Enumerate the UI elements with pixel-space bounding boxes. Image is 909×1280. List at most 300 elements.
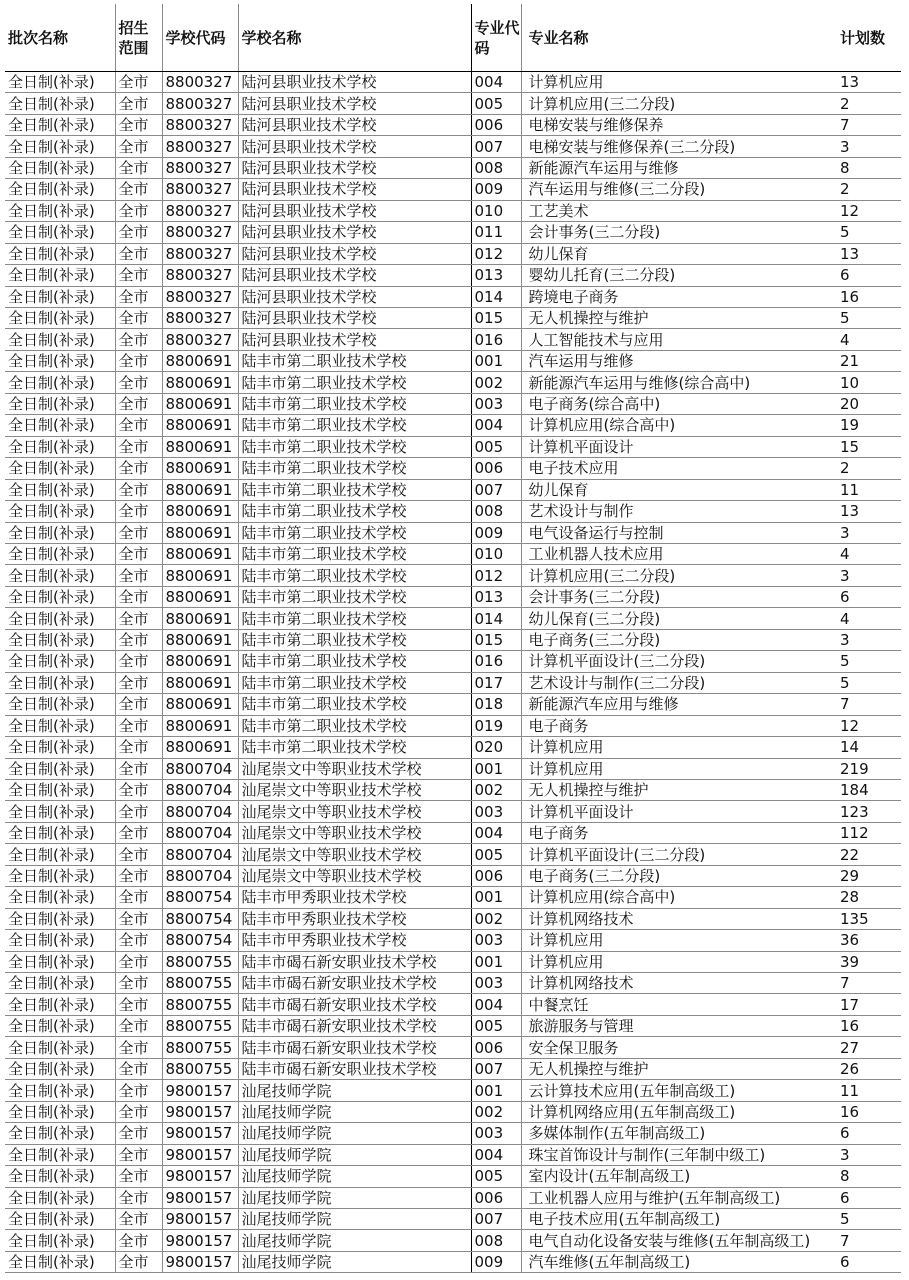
- cell-school-name: 陆丰市第二职业技术学校: [238, 672, 471, 693]
- cell-school-name: 陆丰市第二职业技术学校: [238, 629, 471, 650]
- table-row: [5, 200, 901, 221]
- cell-school-code: 9800157: [162, 1166, 238, 1187]
- cell-major-name: 会计事务(三二分段): [521, 222, 833, 243]
- table-row: [5, 1058, 901, 1079]
- cell-scope: 全市: [115, 629, 162, 650]
- cell-batch: 全日制(补录): [5, 114, 115, 135]
- cell-major-name: 珠宝首饰设计与制作(三年制中级工): [521, 1144, 833, 1165]
- cell-major-code: 005: [471, 93, 521, 114]
- table-row: [5, 994, 901, 1015]
- table-row: [5, 1037, 901, 1058]
- cell-school-name: 陆丰市第二职业技术学校: [238, 715, 471, 736]
- table-row: [5, 393, 901, 414]
- cell-plan: 4: [833, 329, 901, 350]
- cell-school-code: 8800327: [162, 307, 238, 328]
- cell-plan: 6: [833, 586, 901, 607]
- cell-school-name: 陆丰市碣石新安职业技术学校: [238, 1058, 471, 1079]
- cell-school-code: 8800704: [162, 758, 238, 779]
- cell-school-name: 陆河县职业技术学校: [238, 222, 471, 243]
- cell-major-code: 001: [471, 951, 521, 972]
- cell-school-name: 陆丰市甲秀职业技术学校: [238, 930, 471, 951]
- cell-major-code: 009: [471, 179, 521, 200]
- cell-scope: 全市: [115, 72, 162, 93]
- cell-major-code: 008: [471, 1230, 521, 1251]
- cell-major-name: 跨境电子商务: [521, 286, 833, 307]
- cell-plan: 27: [833, 1037, 901, 1058]
- cell-major-name: 安全保卫服务: [521, 1037, 833, 1058]
- cell-batch: 全日制(补录): [5, 393, 115, 414]
- cell-scope: 全市: [115, 1080, 162, 1101]
- cell-major-code: 006: [471, 458, 521, 479]
- cell-school-name: 陆丰市第二职业技术学校: [238, 608, 471, 629]
- cell-major-code: 002: [471, 908, 521, 929]
- table-row: [5, 72, 901, 93]
- cell-major-code: 007: [471, 136, 521, 157]
- cell-major-code: 019: [471, 715, 521, 736]
- cell-major-name: 工业机器人应用与维护(五年制高级工): [521, 1187, 833, 1208]
- cell-major-name: 艺术设计与制作(三二分段): [521, 672, 833, 693]
- cell-school-name: 汕尾技师学院: [238, 1080, 471, 1101]
- cell-school-code: 8800704: [162, 801, 238, 822]
- cell-school-name: 汕尾技师学院: [238, 1187, 471, 1208]
- table-row: [5, 222, 901, 243]
- cell-major-name: 计算机应用: [521, 951, 833, 972]
- cell-school-name: 陆丰市第二职业技术学校: [238, 372, 471, 393]
- cell-major-code: 004: [471, 415, 521, 436]
- cell-plan: 12: [833, 200, 901, 221]
- cell-scope: 全市: [115, 1037, 162, 1058]
- header-row: [5, 4, 901, 72]
- cell-school-name: 陆河县职业技术学校: [238, 114, 471, 135]
- cell-batch: 全日制(补录): [5, 887, 115, 908]
- cell-major-name: 计算机网络技术: [521, 973, 833, 994]
- cell-school-code: 9800157: [162, 1080, 238, 1101]
- table-row: [5, 737, 901, 758]
- cell-major-name: 新能源汽车应用与维修: [521, 694, 833, 715]
- cell-school-code: 8800754: [162, 930, 238, 951]
- cell-major-code: 015: [471, 307, 521, 328]
- cell-plan: 4: [833, 608, 901, 629]
- cell-plan: 12: [833, 715, 901, 736]
- cell-plan: 5: [833, 1209, 901, 1230]
- cell-school-name: 陆丰市甲秀职业技术学校: [238, 887, 471, 908]
- cell-batch: 全日制(补录): [5, 350, 115, 371]
- cell-school-code: 8800327: [162, 136, 238, 157]
- cell-school-name: 汕尾崇文中等职业技术学校: [238, 844, 471, 865]
- cell-school-name: 陆丰市第二职业技术学校: [238, 543, 471, 564]
- table-row: [5, 329, 901, 350]
- cell-school-name: 陆河县职业技术学校: [238, 179, 471, 200]
- cell-school-name: 陆丰市第二职业技术学校: [238, 586, 471, 607]
- cell-major-name: 电子商务: [521, 822, 833, 843]
- cell-scope: 全市: [115, 136, 162, 157]
- table-row: [5, 286, 901, 307]
- cell-major-code: 010: [471, 200, 521, 221]
- cell-school-code: 9800157: [162, 1209, 238, 1230]
- cell-scope: 全市: [115, 887, 162, 908]
- cell-school-name: 汕尾技师学院: [238, 1251, 471, 1272]
- cell-school-code: 8800691: [162, 565, 238, 586]
- cell-school-code: 8800327: [162, 243, 238, 264]
- cell-school-name: 陆河县职业技术学校: [238, 329, 471, 350]
- cell-scope: 全市: [115, 479, 162, 500]
- cell-scope: 全市: [115, 458, 162, 479]
- cell-batch: 全日制(补录): [5, 1230, 115, 1251]
- table-row: [5, 651, 901, 672]
- cell-major-name: 汽车运用与维修(三二分段): [521, 179, 833, 200]
- table-row: [5, 586, 901, 607]
- cell-major-code: 005: [471, 1166, 521, 1187]
- cell-plan: 10: [833, 372, 901, 393]
- cell-major-code: 002: [471, 779, 521, 800]
- table-row: [5, 1144, 901, 1165]
- cell-school-code: 9800157: [162, 1251, 238, 1272]
- cell-plan: 3: [833, 136, 901, 157]
- cell-batch: 全日制(补录): [5, 951, 115, 972]
- cell-plan: 7: [833, 1230, 901, 1251]
- cell-school-code: 8800691: [162, 737, 238, 758]
- cell-school-name: 陆丰市第二职业技术学校: [238, 393, 471, 414]
- cell-school-code: 8800691: [162, 436, 238, 457]
- cell-major-name: 电子技术应用(五年制高级工): [521, 1209, 833, 1230]
- cell-school-code: 8800327: [162, 200, 238, 221]
- cell-school-code: 8800704: [162, 779, 238, 800]
- cell-school-name: 汕尾崇文中等职业技术学校: [238, 801, 471, 822]
- cell-scope: 全市: [115, 222, 162, 243]
- table-row: [5, 973, 901, 994]
- cell-plan: 5: [833, 307, 901, 328]
- cell-school-name: 陆丰市碣石新安职业技术学校: [238, 994, 471, 1015]
- cell-batch: 全日制(补录): [5, 543, 115, 564]
- cell-scope: 全市: [115, 329, 162, 350]
- cell-scope: 全市: [115, 565, 162, 586]
- table-row: [5, 136, 901, 157]
- cell-batch: 全日制(补录): [5, 415, 115, 436]
- cell-scope: 全市: [115, 179, 162, 200]
- cell-major-code: 005: [471, 1015, 521, 1036]
- cell-school-code: 8800691: [162, 479, 238, 500]
- cell-batch: 全日制(补录): [5, 865, 115, 886]
- table-row: [5, 1123, 901, 1144]
- cell-major-code: 010: [471, 543, 521, 564]
- table-row: [5, 243, 901, 264]
- cell-scope: 全市: [115, 1058, 162, 1079]
- cell-plan: 184: [833, 779, 901, 800]
- cell-scope: 全市: [115, 930, 162, 951]
- cell-scope: 全市: [115, 1166, 162, 1187]
- cell-batch: 全日制(补录): [5, 715, 115, 736]
- cell-major-name: 电子商务(三二分段): [521, 629, 833, 650]
- cell-batch: 全日制(补录): [5, 243, 115, 264]
- cell-major-code: 007: [471, 1209, 521, 1230]
- cell-school-name: 汕尾技师学院: [238, 1123, 471, 1144]
- table-row: [5, 543, 901, 564]
- cell-plan: 19: [833, 415, 901, 436]
- cell-scope: 全市: [115, 844, 162, 865]
- cell-major-code: 001: [471, 350, 521, 371]
- cell-plan: 6: [833, 1251, 901, 1272]
- cell-batch: 全日制(补录): [5, 222, 115, 243]
- cell-school-code: 8800691: [162, 393, 238, 414]
- cell-major-name: 会计事务(三二分段): [521, 586, 833, 607]
- cell-major-name: 人工智能技术与应用: [521, 329, 833, 350]
- table-row: [5, 501, 901, 522]
- cell-plan: 14: [833, 737, 901, 758]
- cell-major-name: 电子商务: [521, 715, 833, 736]
- cell-school-code: 8800691: [162, 501, 238, 522]
- table-body: [5, 72, 901, 1273]
- cell-major-code: 001: [471, 1080, 521, 1101]
- cell-scope: 全市: [115, 522, 162, 543]
- cell-school-name: 陆丰市第二职业技术学校: [238, 501, 471, 522]
- cell-plan: 2: [833, 93, 901, 114]
- cell-major-name: 计算机应用: [521, 930, 833, 951]
- cell-batch: 全日制(补录): [5, 200, 115, 221]
- table-row: [5, 93, 901, 114]
- cell-plan: 135: [833, 908, 901, 929]
- cell-school-name: 陆丰市碣石新安职业技术学校: [238, 973, 471, 994]
- cell-batch: 全日制(补录): [5, 522, 115, 543]
- cell-school-name: 陆丰市第二职业技术学校: [238, 436, 471, 457]
- cell-major-name: 无人机操控与维护: [521, 307, 833, 328]
- cell-school-code: 8800691: [162, 694, 238, 715]
- cell-major-name: 无人机操控与维护: [521, 779, 833, 800]
- cell-major-name: 艺术设计与制作: [521, 501, 833, 522]
- cell-major-name: 婴幼儿托育(三二分段): [521, 265, 833, 286]
- cell-batch: 全日制(补录): [5, 973, 115, 994]
- cell-batch: 全日制(补录): [5, 93, 115, 114]
- cell-scope: 全市: [115, 908, 162, 929]
- table-row: [5, 779, 901, 800]
- cell-major-name: 计算机应用(三二分段): [521, 93, 833, 114]
- cell-batch: 全日制(补录): [5, 372, 115, 393]
- header-school-name: 学校名称: [238, 4, 471, 72]
- cell-major-code: 004: [471, 1144, 521, 1165]
- cell-school-code: 9800157: [162, 1187, 238, 1208]
- cell-batch: 全日制(补录): [5, 1080, 115, 1101]
- table-row: [5, 1209, 901, 1230]
- cell-scope: 全市: [115, 715, 162, 736]
- cell-plan: 13: [833, 72, 901, 93]
- cell-school-name: 陆河县职业技术学校: [238, 157, 471, 178]
- cell-plan: 28: [833, 887, 901, 908]
- cell-major-name: 计算机平面设计: [521, 436, 833, 457]
- cell-scope: 全市: [115, 1251, 162, 1272]
- cell-school-code: 8800691: [162, 522, 238, 543]
- cell-plan: 6: [833, 1187, 901, 1208]
- table-row: [5, 479, 901, 500]
- cell-school-name: 陆丰市第二职业技术学校: [238, 694, 471, 715]
- cell-plan: 2: [833, 179, 901, 200]
- cell-major-code: 003: [471, 973, 521, 994]
- cell-scope: 全市: [115, 608, 162, 629]
- cell-school-code: 8800755: [162, 951, 238, 972]
- cell-plan: 2: [833, 458, 901, 479]
- cell-scope: 全市: [115, 372, 162, 393]
- table-row: [5, 672, 901, 693]
- table-row: [5, 522, 901, 543]
- cell-batch: 全日制(补录): [5, 672, 115, 693]
- cell-school-name: 汕尾崇文中等职业技术学校: [238, 779, 471, 800]
- cell-major-name: 电子商务(综合高中): [521, 393, 833, 414]
- cell-school-code: 8800327: [162, 265, 238, 286]
- cell-batch: 全日制(补录): [5, 758, 115, 779]
- cell-batch: 全日制(补录): [5, 565, 115, 586]
- cell-scope: 全市: [115, 651, 162, 672]
- cell-school-name: 陆河县职业技术学校: [238, 265, 471, 286]
- cell-school-code: 8800691: [162, 672, 238, 693]
- cell-major-code: 004: [471, 72, 521, 93]
- cell-major-name: 计算机应用: [521, 737, 833, 758]
- cell-plan: 3: [833, 522, 901, 543]
- cell-school-name: 陆河县职业技术学校: [238, 286, 471, 307]
- cell-major-name: 电气设备运行与控制: [521, 522, 833, 543]
- cell-batch: 全日制(补录): [5, 436, 115, 457]
- cell-scope: 全市: [115, 543, 162, 564]
- cell-batch: 全日制(补录): [5, 307, 115, 328]
- cell-batch: 全日制(补录): [5, 286, 115, 307]
- cell-batch: 全日制(补录): [5, 265, 115, 286]
- cell-major-code: 003: [471, 393, 521, 414]
- cell-school-name: 陆河县职业技术学校: [238, 93, 471, 114]
- cell-school-code: 9800157: [162, 1101, 238, 1122]
- cell-plan: 17: [833, 994, 901, 1015]
- cell-major-name: 电梯安装与维修保养(三二分段): [521, 136, 833, 157]
- cell-major-name: 无人机操控与维护: [521, 1058, 833, 1079]
- cell-school-code: 8800691: [162, 586, 238, 607]
- cell-major-name: 电梯安装与维修保养: [521, 114, 833, 135]
- cell-plan: 13: [833, 243, 901, 264]
- cell-major-code: 020: [471, 737, 521, 758]
- cell-school-name: 陆河县职业技术学校: [238, 72, 471, 93]
- cell-school-name: 陆丰市第二职业技术学校: [238, 415, 471, 436]
- cell-batch: 全日制(补录): [5, 458, 115, 479]
- cell-scope: 全市: [115, 286, 162, 307]
- table-row: [5, 157, 901, 178]
- cell-plan: 16: [833, 1015, 901, 1036]
- header-major-code: 专业代码: [471, 4, 521, 72]
- cell-major-name: 汽车维修(五年制高级工): [521, 1251, 833, 1272]
- cell-major-code: 006: [471, 865, 521, 886]
- cell-batch: 全日制(补录): [5, 1187, 115, 1208]
- cell-school-name: 陆丰市第二职业技术学校: [238, 479, 471, 500]
- cell-school-code: 8800691: [162, 651, 238, 672]
- table-row: [5, 1251, 901, 1272]
- cell-school-name: 陆河县职业技术学校: [238, 307, 471, 328]
- cell-major-code: 005: [471, 436, 521, 457]
- cell-scope: 全市: [115, 822, 162, 843]
- cell-school-code: 8800327: [162, 114, 238, 135]
- cell-batch: 全日制(补录): [5, 586, 115, 607]
- cell-school-code: 8800755: [162, 1058, 238, 1079]
- cell-school-code: 8800327: [162, 329, 238, 350]
- cell-school-code: 8800327: [162, 72, 238, 93]
- table-row: [5, 565, 901, 586]
- cell-scope: 全市: [115, 801, 162, 822]
- table-row: [5, 715, 901, 736]
- cell-school-code: 8800327: [162, 93, 238, 114]
- cell-school-code: 8800691: [162, 350, 238, 371]
- cell-school-name: 汕尾技师学院: [238, 1230, 471, 1251]
- cell-major-code: 004: [471, 822, 521, 843]
- cell-school-name: 陆丰市第二职业技术学校: [238, 737, 471, 758]
- cell-school-code: 9800157: [162, 1230, 238, 1251]
- cell-major-name: 幼儿保育(三二分段): [521, 608, 833, 629]
- cell-scope: 全市: [115, 951, 162, 972]
- cell-major-name: 计算机应用(综合高中): [521, 887, 833, 908]
- cell-scope: 全市: [115, 586, 162, 607]
- cell-school-code: 8800755: [162, 1037, 238, 1058]
- cell-plan: 123: [833, 801, 901, 822]
- cell-major-code: 016: [471, 651, 521, 672]
- cell-major-name: 云计算技术应用(五年制高级工): [521, 1080, 833, 1101]
- header-school-code: 学校代码: [162, 4, 238, 72]
- cell-batch: 全日制(补录): [5, 479, 115, 500]
- cell-scope: 全市: [115, 501, 162, 522]
- cell-major-code: 003: [471, 930, 521, 951]
- table-row: [5, 415, 901, 436]
- cell-major-code: 016: [471, 329, 521, 350]
- cell-school-name: 陆河县职业技术学校: [238, 243, 471, 264]
- table-row: [5, 629, 901, 650]
- cell-scope: 全市: [115, 1187, 162, 1208]
- cell-batch: 全日制(补录): [5, 737, 115, 758]
- cell-major-code: 017: [471, 672, 521, 693]
- cell-major-code: 013: [471, 586, 521, 607]
- cell-scope: 全市: [115, 758, 162, 779]
- cell-school-code: 9800157: [162, 1123, 238, 1144]
- cell-batch: 全日制(补录): [5, 694, 115, 715]
- cell-batch: 全日制(补录): [5, 822, 115, 843]
- cell-plan: 3: [833, 1144, 901, 1165]
- cell-school-code: 8800691: [162, 415, 238, 436]
- cell-plan: 3: [833, 629, 901, 650]
- cell-major-code: 011: [471, 222, 521, 243]
- cell-school-name: 汕尾技师学院: [238, 1166, 471, 1187]
- cell-school-name: 汕尾崇文中等职业技术学校: [238, 822, 471, 843]
- cell-major-name: 幼儿保育: [521, 243, 833, 264]
- cell-major-code: 007: [471, 1058, 521, 1079]
- cell-major-name: 计算机平面设计: [521, 801, 833, 822]
- cell-scope: 全市: [115, 672, 162, 693]
- cell-school-code: 8800755: [162, 973, 238, 994]
- cell-major-code: 007: [471, 479, 521, 500]
- table-row: [5, 436, 901, 457]
- cell-batch: 全日制(补录): [5, 908, 115, 929]
- cell-school-name: 陆丰市第二职业技术学校: [238, 522, 471, 543]
- cell-school-name: 汕尾崇文中等职业技术学校: [238, 865, 471, 886]
- table-row: [5, 1187, 901, 1208]
- cell-school-code: 8800754: [162, 908, 238, 929]
- cell-major-code: 013: [471, 265, 521, 286]
- cell-scope: 全市: [115, 779, 162, 800]
- cell-major-code: 014: [471, 286, 521, 307]
- cell-plan: 6: [833, 1123, 901, 1144]
- table-row: [5, 307, 901, 328]
- cell-major-name: 工业机器人技术应用: [521, 543, 833, 564]
- cell-school-code: 8800704: [162, 822, 238, 843]
- cell-major-code: 001: [471, 887, 521, 908]
- cell-major-name: 计算机网络技术: [521, 908, 833, 929]
- cell-school-name: 陆丰市碣石新安职业技术学校: [238, 1015, 471, 1036]
- table-row: [5, 114, 901, 135]
- cell-batch: 全日制(补录): [5, 1015, 115, 1036]
- cell-major-code: 012: [471, 243, 521, 264]
- cell-major-code: 003: [471, 801, 521, 822]
- cell-school-name: 陆丰市第二职业技术学校: [238, 458, 471, 479]
- cell-school-name: 汕尾技师学院: [238, 1209, 471, 1230]
- cell-major-code: 003: [471, 1123, 521, 1144]
